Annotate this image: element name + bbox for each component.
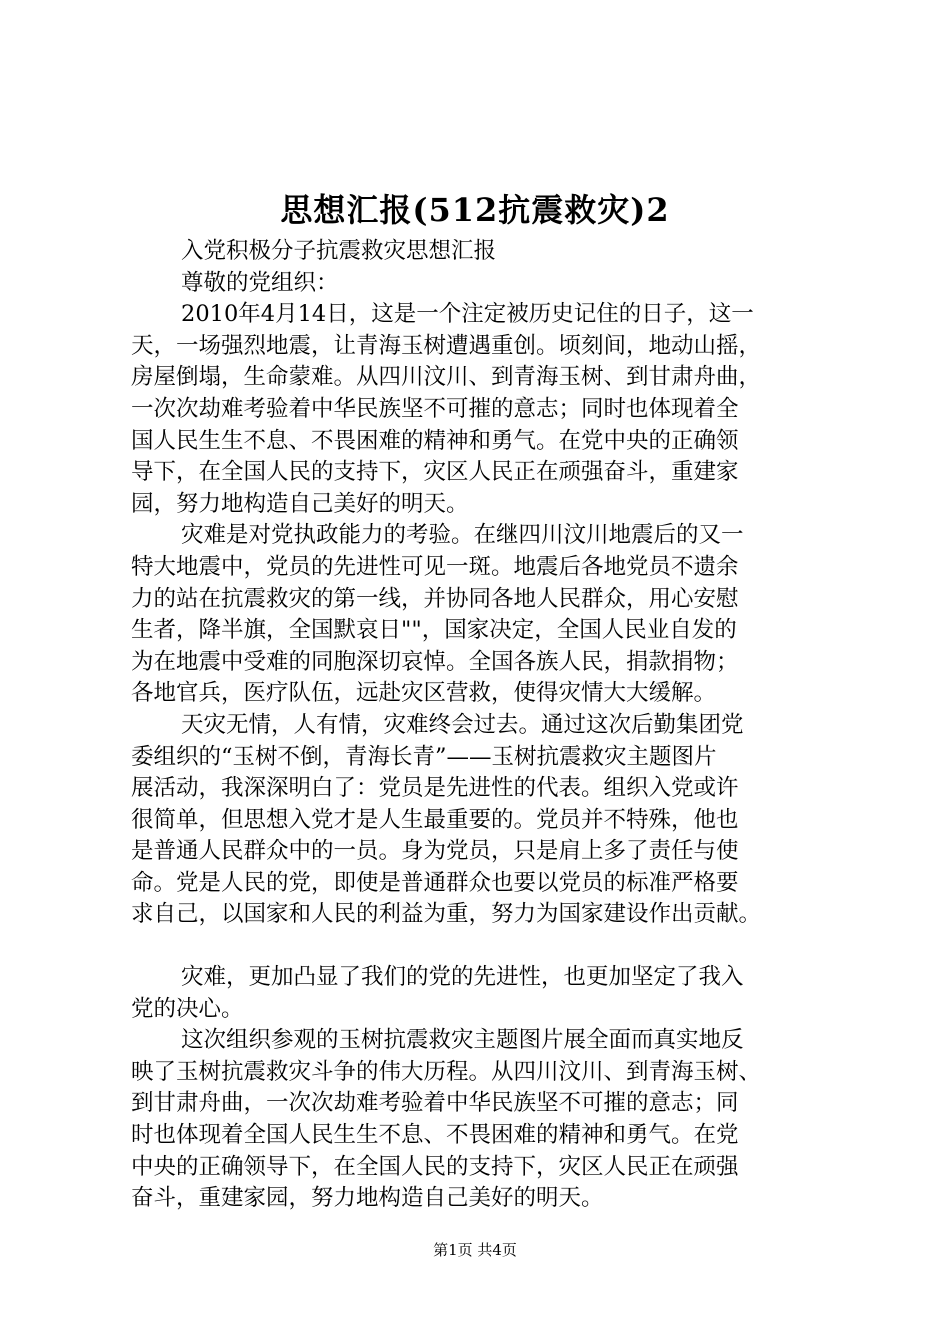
paragraph-line: 委组织的“玉树不倒，青海长青”——玉树抗震救灾主题图片 [131,743,717,770]
paragraph-line: 各地官兵，医疗队伍，远赴灾区营救，使得灾情大大缓解。 [131,680,717,707]
paragraph-line: 天，一场强烈地震，让青海玉树遭遇重创。顷刻间，地动山摇， [131,332,762,359]
paragraph-line: 为在地震中受难的同胞深切哀悼。全国各族人民，捐款捐物； [131,648,739,675]
paragraph-line: 到甘肃舟曲，一次次劫难考验着中华民族坚不可摧的意志；同 [131,1090,739,1117]
paragraph-3 [131,710,831,931]
paragraph-line: 是普通人民群众中的一员。身为党员，只是肩上多了责任与使 [131,838,739,865]
paragraph-line: 特大地震中，党员的先进性可见一斑。地震后各地党员不遗余 [131,553,739,580]
document-body [131,236,831,1215]
paragraph-line: 很简单，但思想入党才是人生最重要的。党员并不特殊，他也 [131,806,739,833]
paragraph-line: 时也体现着全国人民生生不息、不畏困难的精神和勇气。在党 [131,1122,739,1149]
paragraph-line: 生者，降半旗，全国默哀日""，国家决定，全国人民业自发的 [131,617,737,644]
paragraph-line: 党的决心。 [131,995,244,1022]
paragraph-1 [131,299,831,520]
paragraph-line: 导下，在全国人民的支持下，灾区人民正在顽强奋斗，重建家 [131,459,739,486]
paragraph-line: 园，努力地构造自己美好的明天。 [131,490,469,517]
paragraph-line: 灾难是对党执政能力的考验。在继四川汶川地震后的又一 [181,522,744,549]
paragraph-line: 天灾无情，人有情，灾难终会过去。通过这次后勤集团党 [181,711,744,738]
paragraph-5 [131,1025,831,1215]
paragraph-line: 2010年4月14日，这是一个注定被历史记住的日子，这一 [181,301,754,328]
document-subtitle: 入党积极分子抗震救灾思想汇报 [181,238,497,264]
paragraph-line: 力的站在抗震救灾的第一线，并协同各地人民群众，用心安慰 [131,585,739,612]
paragraph-line: 房屋倒塌，生命蒙难。从四川汶川、到青海玉树、到甘肃舟曲， [131,364,762,391]
paragraph-line: 求自己，以国家和人民的利益为重，努力为国家建设作出贡献。 [131,901,762,928]
page-number-footer: 第1页 共4页 [433,1241,517,1259]
paragraph-line: 灾难，更加凸显了我们的党的先进性，也更加坚定了我入 [181,964,744,991]
document-title: 思想汇报(512抗震救灾)2 [280,191,670,229]
paragraph-line: 一次次劫难考验着中华民族坚不可摧的意志；同时也体现着全 [131,395,739,422]
paragraph-line: 展活动，我深深明白了：党员是先进性的代表。组织入党或许 [131,775,739,802]
paragraph-line: 奋斗，重建家园，努力地构造自己美好的明天。 [131,1185,604,1212]
paragraph-line: 中央的正确领导下，在全国人民的支持下，灾区人民正在顽强 [131,1153,739,1180]
paragraph-line: 这次组织参观的玉树抗震救灾主题图片展全面而真实地反 [181,1027,744,1054]
paragraph-line: 映了玉树抗震救灾斗争的伟大历程。从四川汶川、到青海玉树、 [131,1058,762,1085]
paragraph-line: 命。党是人民的党，即使是普通群众也要以党员的标准严格要 [131,869,739,896]
paragraph-4 [131,962,831,1025]
salutation: 尊敬的党组织： [181,269,339,296]
paragraph-line: 国人民生生不息、不畏困难的精神和勇气。在党中央的正确领 [131,427,739,454]
paragraph-2 [131,520,831,710]
